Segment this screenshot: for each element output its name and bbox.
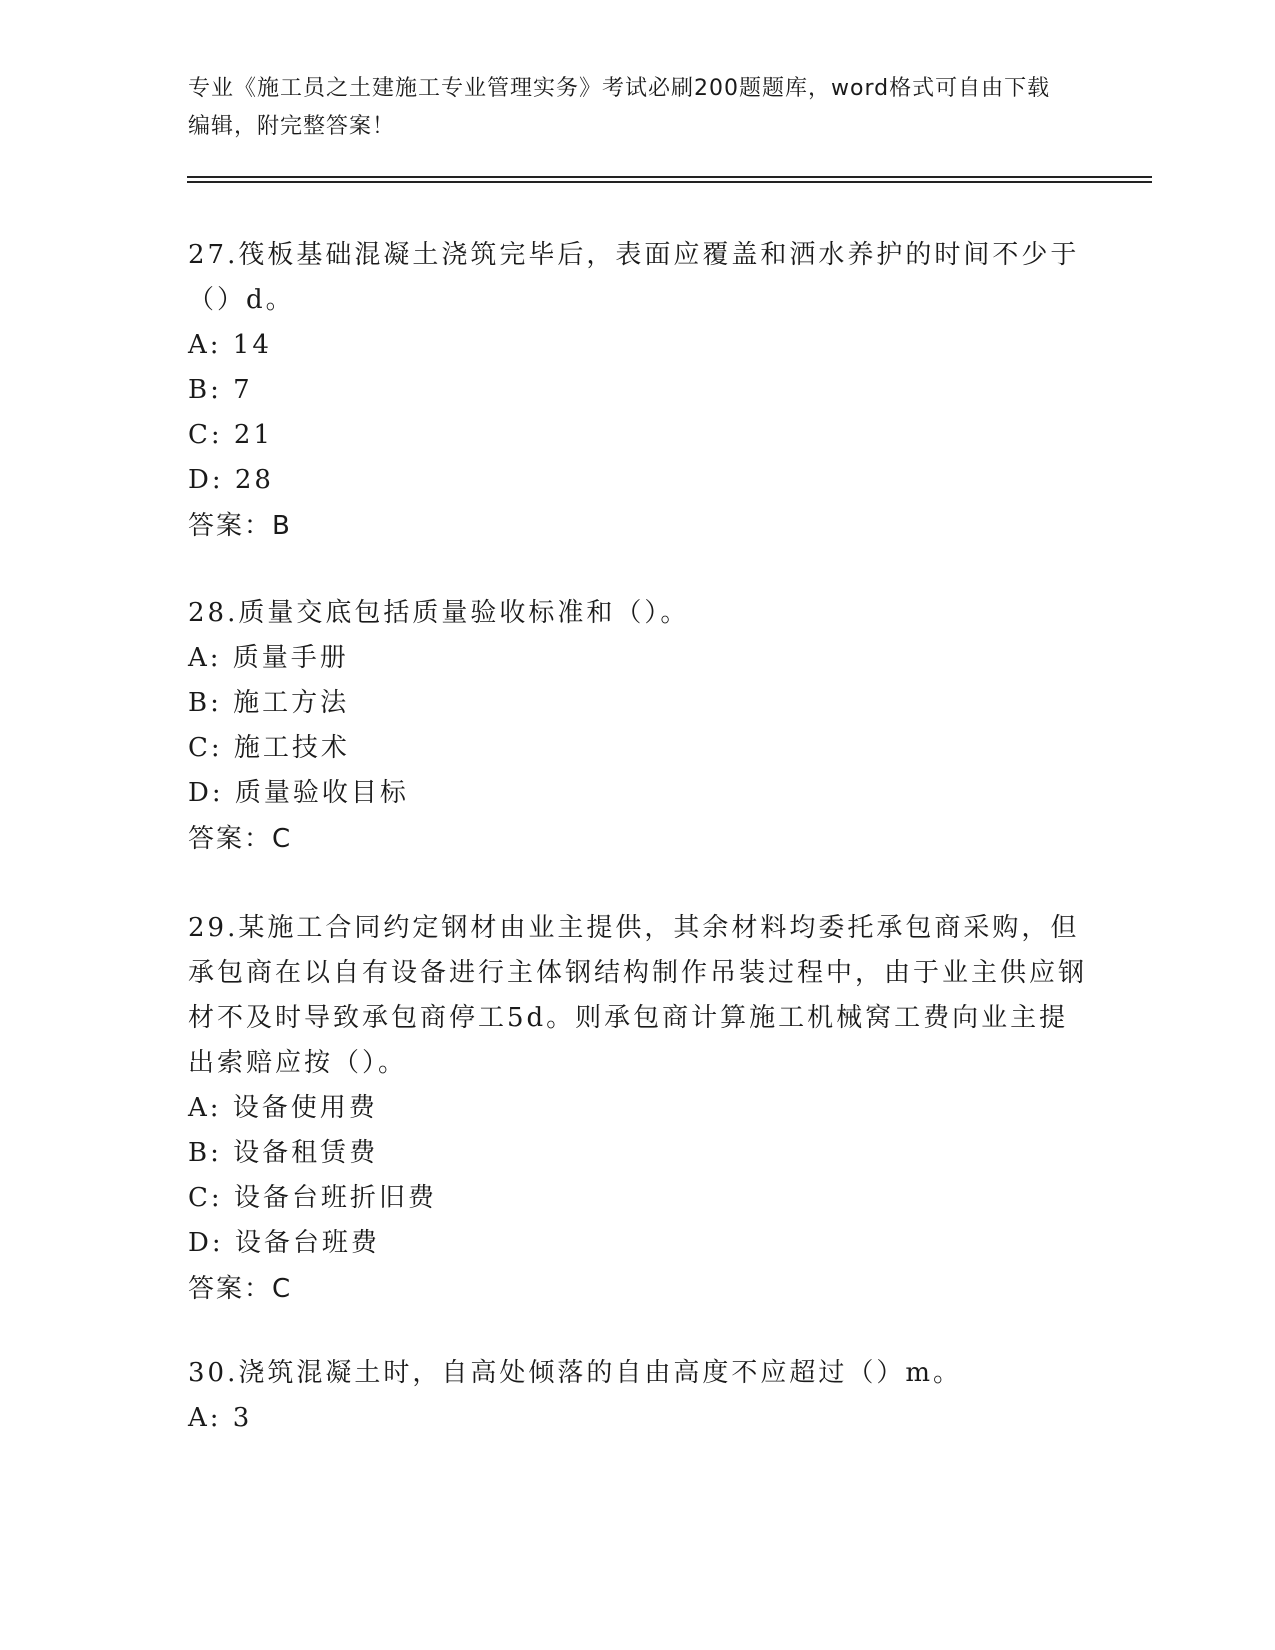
question-30 [188,1351,1088,1441]
question-27 [188,233,1088,549]
option-c: C: 施工技术 [188,733,350,763]
answer: 答案：C [188,824,293,854]
question-29 [188,906,1088,1312]
option-d: D: 质量验收目标 [188,778,409,808]
question-stem: 28.质量交底包括质量验收标准和（）。 [188,598,690,628]
option-a: A: 14 [188,330,272,360]
option-a: A: 3 [188,1403,253,1433]
header-divider-bottom [187,181,1152,183]
header-divider-top [187,176,1152,178]
option-b: B: 7 [188,375,253,405]
question-stem: 30.浇筑混凝土时，自高处倾落的自由高度不应超过（）m。 [188,1358,963,1388]
answer: 答案：B [188,511,292,541]
option-b: B: 设备租赁费 [188,1138,379,1168]
question-stem: 29.某施工合同约定钢材由业主提供，其余材料均委托承包商采购，但承包商在以自有设备进行主体钢结构制作吊装过程中，由于业主供应钢材不及时导致承包商停工5d。则承包商计算施工机械窝工费向业主提出索赔应按（）。 [188,913,1088,1078]
option-c: C: 设备台班折旧费 [188,1183,437,1213]
document-header: 专业《施工员之土建施工专业管理实务》考试必刷200题题库，word格式可自由下载编辑，附完整答案！ [188,76,1051,139]
question-stem: 27.筏板基础混凝土浇筑完毕后，表面应覆盖和洒水养护的时间不少于（）d。 [188,240,1080,315]
answer: 答案：C [188,1274,293,1304]
option-a: A: 质量手册 [188,643,349,673]
option-d: D: 设备台班费 [188,1228,380,1258]
option-a: A: 设备使用费 [188,1093,378,1123]
option-d: D: 28 [188,465,274,495]
option-b: B: 施工方法 [188,688,350,718]
question-28 [188,591,1088,862]
option-c: C: 21 [188,420,274,450]
